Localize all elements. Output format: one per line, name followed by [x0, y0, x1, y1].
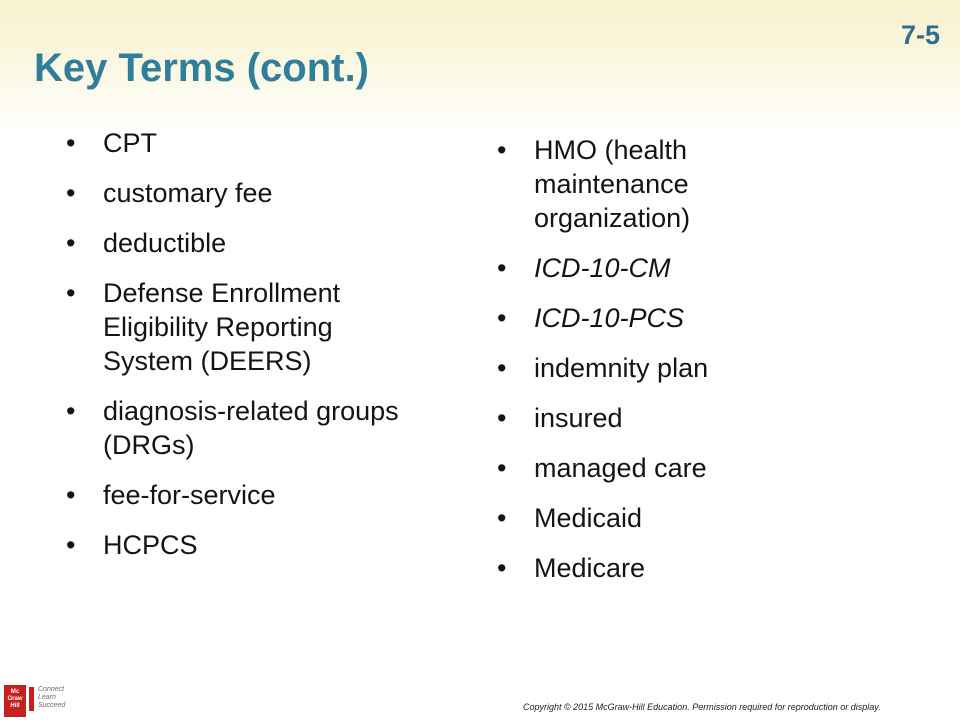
term-label: CPT [103, 128, 157, 158]
slide-number: 7-5 [900, 20, 940, 50]
term-label: HMO (health maintenance organization) [534, 135, 691, 233]
list-item [497, 251, 797, 285]
term-label: ICD-10-PCS [534, 303, 685, 333]
copyright-notice: Copyright © 2015 McGraw-Hill Education. Permission required for reproduction or display. [523, 702, 881, 712]
left-term-list [66, 126, 426, 578]
logo-tagline [38, 686, 65, 710]
bullet: • [66, 178, 76, 208]
tagline-connect: Connect [38, 686, 65, 693]
term-label: ICD-10-CM [534, 253, 671, 283]
list-item [497, 133, 797, 235]
list-item [497, 401, 797, 435]
term-label: deductible [103, 228, 227, 258]
list-item [66, 394, 426, 462]
tagline-learn: Learn [38, 694, 56, 701]
term-label: Medicaid [534, 503, 643, 533]
list-item [497, 351, 797, 385]
term-label: diagnosis-related groups (DRGs) [103, 396, 399, 460]
term-label: fee-for-service [103, 480, 276, 510]
bullet: • [66, 396, 76, 426]
list-item [497, 501, 797, 535]
bullet: • [497, 453, 507, 483]
term-label: managed care [534, 453, 707, 483]
list-item [497, 301, 797, 335]
right-term-list [497, 133, 797, 601]
term-label: insured [534, 403, 623, 433]
slide-title: Key Terms (cont.) [34, 46, 369, 90]
term-label: Medicare [534, 553, 646, 583]
bullet: • [497, 553, 507, 583]
list-item [497, 451, 797, 485]
tagline-succeed: Succeed [38, 702, 66, 709]
bullet: • [66, 128, 76, 158]
bullet: • [497, 135, 507, 165]
bullet: • [497, 503, 507, 533]
term-label: HCPCS [103, 530, 198, 560]
logo-mark-icon [28, 685, 36, 713]
bullet: • [66, 228, 76, 258]
bullet: • [66, 530, 76, 560]
bullet: • [497, 253, 507, 283]
publisher-logo [4, 685, 84, 717]
bullet: • [497, 303, 507, 333]
logo-box: Mc Graw Hill [4, 685, 26, 717]
list-item [66, 176, 426, 210]
bullet: • [497, 353, 507, 383]
list-item [66, 226, 426, 260]
bullet: • [66, 278, 76, 308]
list-item [66, 528, 426, 562]
term-label: Defense Enrollment Eligibility Reporting System (DEERS) [103, 278, 341, 376]
bullet: • [66, 480, 76, 510]
bullet: • [497, 403, 507, 433]
term-label: indemnity plan [534, 353, 709, 383]
list-item [66, 126, 426, 160]
term-label: customary fee [103, 178, 273, 208]
list-item [497, 551, 797, 585]
list-item [66, 478, 426, 512]
list-item [66, 276, 426, 378]
